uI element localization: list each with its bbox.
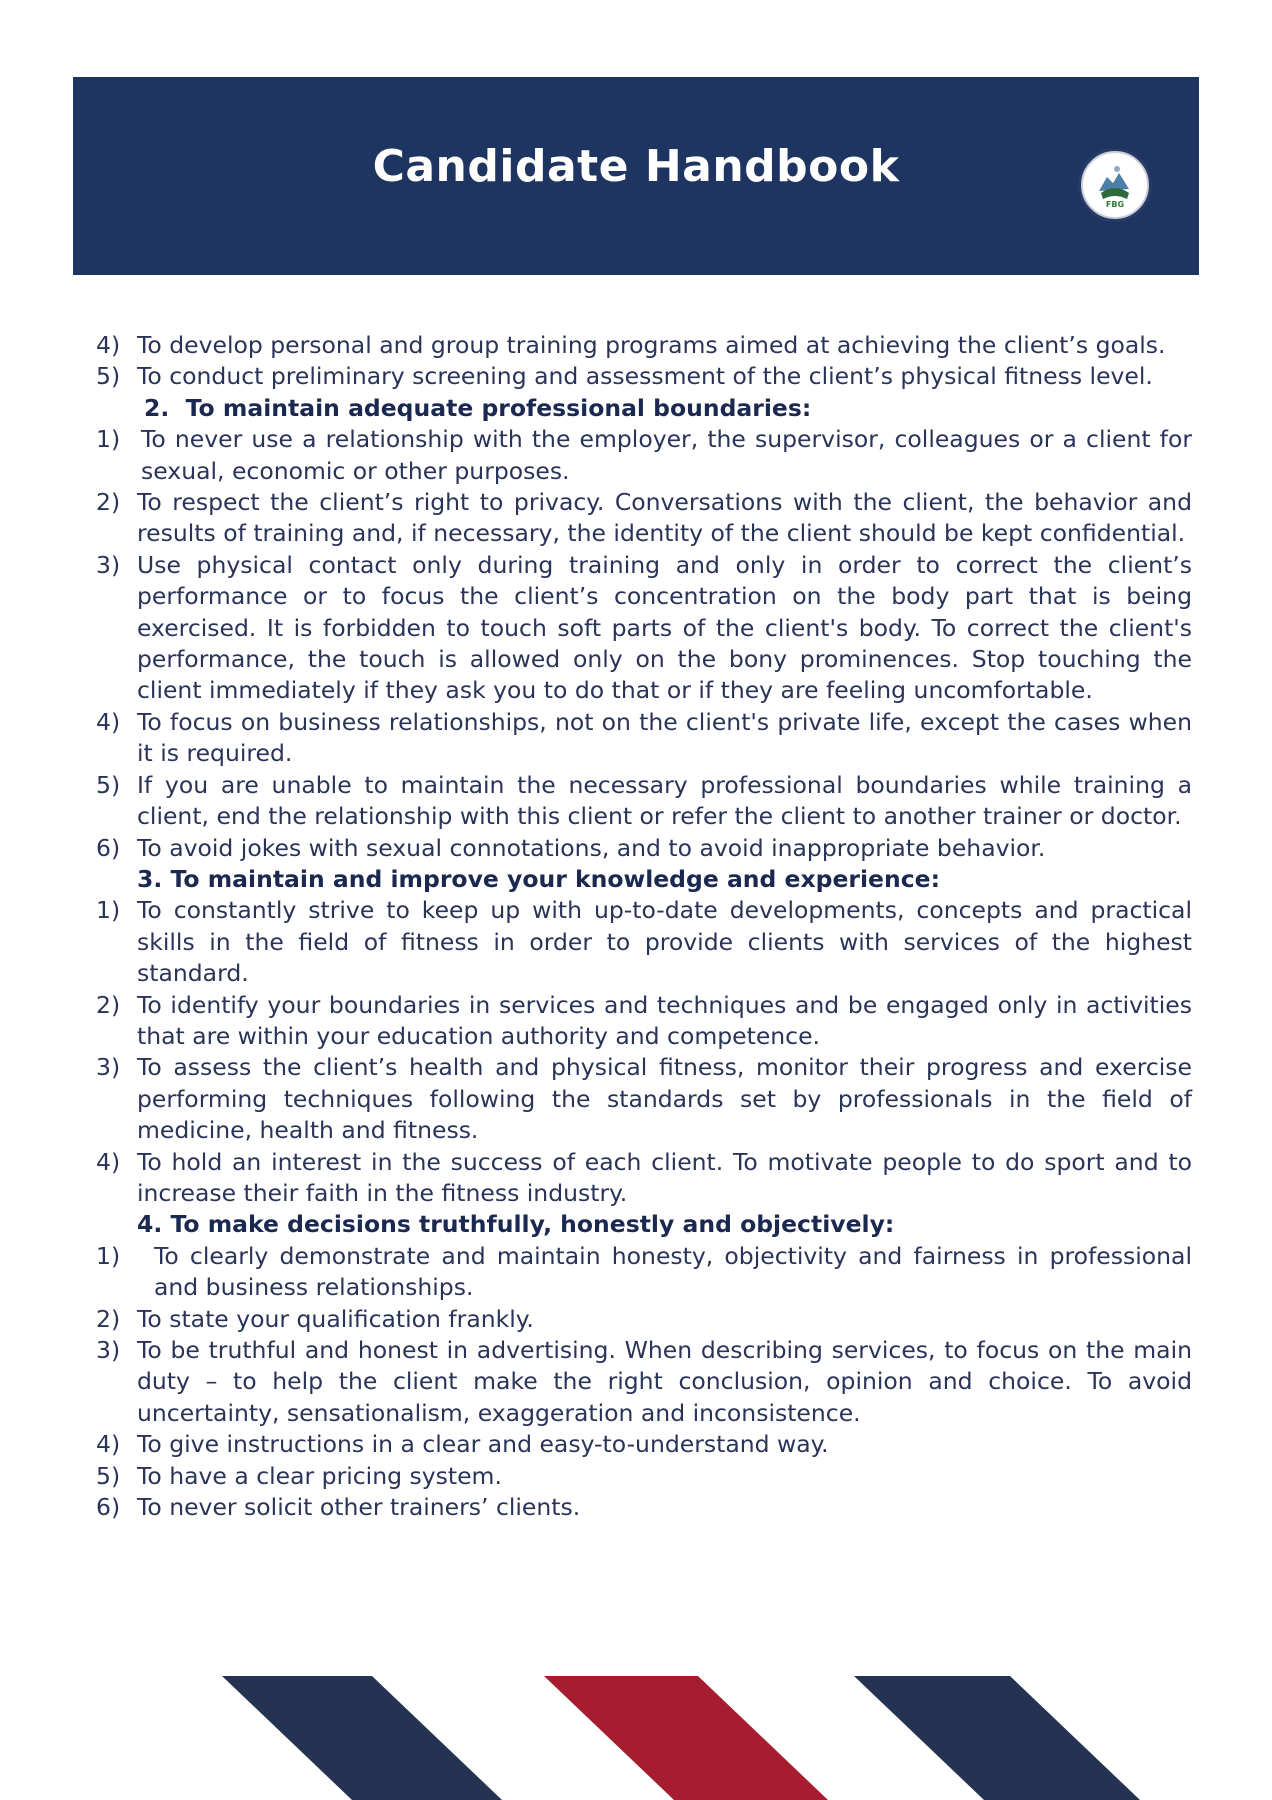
- item-number: 5): [96, 1461, 121, 1490]
- item-text: To state your qualification frankly.: [137, 1304, 534, 1333]
- item-text: To have a clear pricing system.: [137, 1461, 502, 1490]
- list-item: [96, 1147, 1192, 1210]
- item-text: If you are unable to maintain the necessary professional boundaries while training a client, end the relationship with this client or refer the client to another trainer or doctor.: [137, 770, 1192, 831]
- item-number: 4): [96, 1147, 121, 1176]
- item-number: 4): [96, 331, 121, 359]
- list-item: [96, 1304, 1192, 1335]
- document-body: [96, 330, 1192, 1523]
- item-number: 4): [96, 707, 121, 736]
- item-text: To avoid jokes with sexual connotations, and to avoid inappropriate behavior.: [137, 833, 1046, 862]
- list-item: [96, 833, 1192, 864]
- item-number: 6): [96, 833, 121, 862]
- item-text: To never use a relationship with the employer, the supervisor, colleagues or a client for sexual, economic or other purposes.: [141, 425, 1192, 485]
- item-number: 6): [96, 1493, 121, 1522]
- list-item: [96, 990, 1192, 1053]
- item-number: 1): [96, 425, 121, 454]
- item-text: To conduct preliminary screening and assessment of the client’s physical fitness level.: [137, 362, 1153, 391]
- list-item: [96, 1241, 1192, 1304]
- page-title: Candidate Handbook: [372, 141, 900, 192]
- logo-icon: [1077, 147, 1153, 223]
- list-item: [96, 424, 1192, 487]
- list-item: [96, 895, 1192, 989]
- item-number: 3): [96, 1336, 121, 1364]
- item-text: Use physical contact only during training and only in order to correct the client’s performance or to focus the client’s concentration on the body part that is being exercised. It is forbidden to touch soft parts of the client's body. To correct the client's performance, the touch is allowed only on the bony prominences. Stop touching the client immediately if they ask you to do that or if they are feeling uncomfortable.: [137, 550, 1192, 705]
- list-item: [96, 1461, 1192, 1492]
- list-item: [96, 1052, 1192, 1146]
- list-item: [96, 487, 1192, 550]
- item-text: To give instructions in a clear and easy-to-understand way.: [137, 1430, 829, 1459]
- item-number: 1): [96, 896, 121, 925]
- list-item: [96, 330, 1192, 361]
- item-text: To identify your boundaries in services and techniques and be engaged only in activities that are within your education authority and competence.: [137, 990, 1192, 1050]
- item-text: To never solicit other trainers’ clients.: [137, 1493, 581, 1522]
- item-number: 2): [96, 1304, 121, 1333]
- list-item: [96, 361, 1192, 392]
- stripe-navy-right: [854, 1676, 1140, 1800]
- item-number: 5): [96, 770, 121, 799]
- item-number: 2): [96, 990, 121, 1019]
- item-text: To hold an interest in the success of each client. To motivate people to do sport and to increase their faith in the fitness industry.: [137, 1147, 1192, 1207]
- stripe-red: [544, 1676, 828, 1800]
- item-text: To assess the client’s health and physical fitness, monitor their progress and exercise performing techniques following the standards set by professionals in the field of medicine, health and fitness.: [137, 1053, 1192, 1145]
- item-text: To constantly strive to keep up with up-to-date developments, concepts and practical skills in the field of fitness in order to provide clients with services of the highest standard.: [137, 896, 1192, 988]
- item-number: 3): [96, 1053, 121, 1082]
- list-item: [96, 1335, 1192, 1429]
- section-heading: 4. To make decisions truthfully, honestly and objectively:: [137, 1210, 895, 1239]
- list-item: [96, 707, 1192, 770]
- list-item: [96, 1429, 1192, 1460]
- section-heading: 3. To maintain and improve your knowledge and experience:: [137, 864, 940, 893]
- item-number: 2): [96, 488, 121, 517]
- item-number: 5): [96, 362, 121, 391]
- item-number: 4): [96, 1430, 121, 1459]
- list-item: [96, 770, 1192, 833]
- item-number: 1): [96, 1241, 121, 1270]
- item-text: To develop personal and group training programs aimed at achieving the client’s goals.: [137, 331, 1166, 359]
- stripe-navy-left: [222, 1676, 502, 1800]
- item-text: To clearly demonstrate and maintain honesty, objectivity and fairness in professional and business relationships.: [154, 1241, 1192, 1302]
- section-heading: 2. To maintain adequate professional boundaries:: [144, 393, 812, 422]
- item-text: To respect the client’s right to privacy. Conversations with the client, the behavior and results of training and, if necessary, the identity of the client should be kept confidential.: [137, 488, 1192, 548]
- item-text: To be truthful and honest in advertising. When describing services, to focus on the main duty – to help the client make the right conclusion, opinion and choice. To avoid uncertainty, sensationalism, exaggeration and inconsistence.: [137, 1336, 1192, 1427]
- decorative-stripes: [0, 1676, 1272, 1800]
- list-item: [96, 1492, 1192, 1523]
- list-item: [96, 550, 1192, 707]
- item-text: To focus on business relationships, not on the client's private life, except the cases when it is required.: [137, 707, 1192, 768]
- logo-text: FBG: [1105, 200, 1125, 209]
- item-number: 3): [96, 550, 121, 579]
